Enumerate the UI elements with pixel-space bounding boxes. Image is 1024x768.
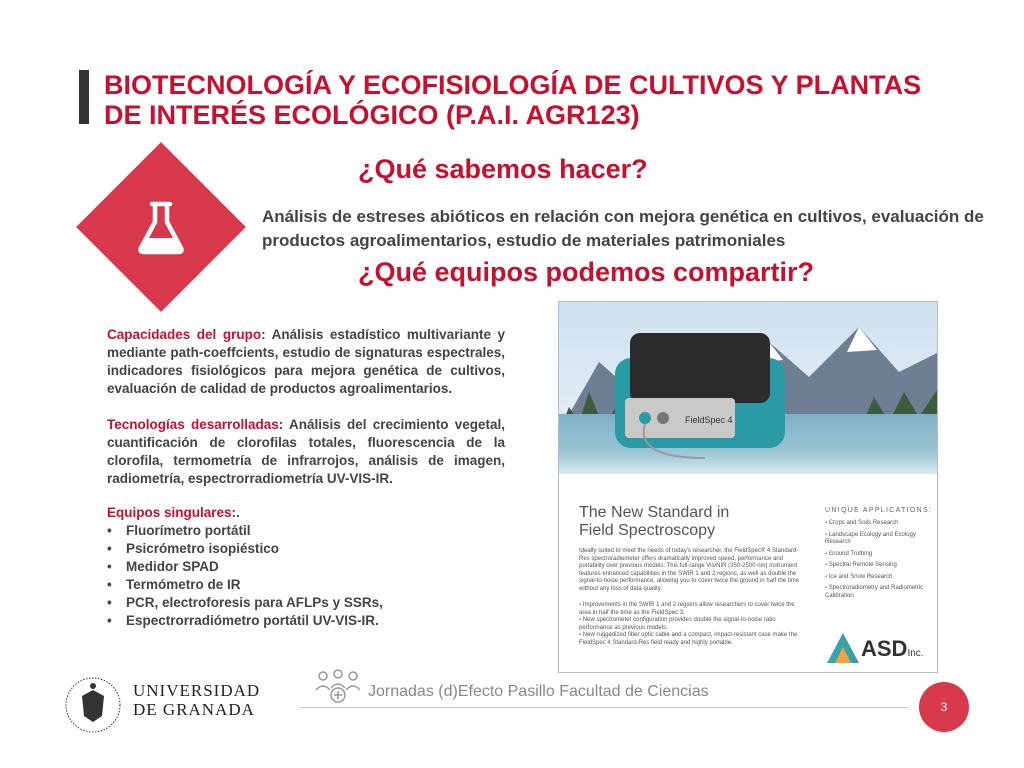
brochure-title [579, 504, 799, 540]
list-item: • Psicrómetro isopiéstico [107, 540, 505, 558]
equipos-suffix: . [236, 505, 240, 520]
equipos-label: Equipos singulares: [107, 505, 237, 520]
page-title [104, 70, 1004, 130]
list-item: • Fluorímetro portátil [107, 522, 505, 540]
title-line-1: BIOTECNOLOGÍA Y ECOFISIOLOGÍA DE CULTIVOS Y PLANTAS [104, 70, 922, 100]
fieldspec-brochure-image [558, 301, 938, 673]
brochure-title-line-1: The New Standard in [579, 504, 730, 521]
brochure-bullets [579, 602, 804, 647]
brochure-apps-list [825, 520, 935, 604]
list-item: ▪ Spectral Remote Sensing [825, 562, 935, 570]
capacidades-text: : Análisis estadístico multivariante y mediante path-coeffcients, estudio de signaturas espectrales, indicadores fisiológicos para mejora genética de cultivos, evaluación de calidad de productos agroalimentarios. [107, 327, 505, 396]
know-heading: ¿Qué sabemos hacer? [358, 154, 648, 184]
list-item: ▪ Improvements in the SWIR 1 and 2 regions allow researchers to cover twice the area in half the time as the FieldSpec 3. [579, 602, 804, 617]
list-item: • Medidor SPAD [107, 558, 505, 576]
brochure-title-line-2: Field Spectroscopy [579, 522, 716, 539]
asd-brand-suffix: Inc. [907, 648, 924, 659]
capabilities-column [107, 326, 505, 630]
asd-brand [861, 636, 924, 662]
share-heading: ¿Qué equipos podemos compartir? [358, 257, 815, 287]
list-item: ▪ Ice and Snow Research [825, 574, 935, 582]
university-name [133, 681, 260, 719]
list-item: ▪ Spectroradiometry and Radiometric Calibration [825, 585, 935, 600]
footer-divider [300, 707, 908, 708]
equipos-block [107, 504, 505, 630]
list-item: ▪ New ruggedized fiber optic cable and a compact, impact-resistant case make the FieldSpec 4 Standard-Res field ready and highly portable. [579, 632, 804, 647]
list-item: • PCR, electroforesis para AFLPs y SSRs, [107, 594, 505, 612]
capacidades-paragraph [107, 326, 505, 398]
page-number-badge: 3 [919, 682, 969, 732]
asd-brand-name: ASD [861, 636, 908, 661]
tecnologias-text: Análisis del crecimiento vegetal, cuantificación de clorofilas totales, fluorescencia de la clorofila, termometría de infrarrojos, análisis de imagen, radiometría, espectrorradiometría UV-VIS-IR. [107, 417, 505, 486]
list-item: ▪ Landscape Ecology and Ecology Research [825, 532, 935, 547]
spectroradiometer-device-icon [595, 328, 795, 463]
list-item: ▪ Crops and Soils Research [825, 520, 935, 528]
flask-icon [126, 192, 196, 262]
university-seal-icon [64, 676, 122, 734]
capacidades-label: Capacidades del grupo [107, 327, 262, 342]
tecnologias-paragraph [107, 416, 505, 488]
list-item: ▪ New spectrometer configuration provides double the signal-to-noise ratio performance as previous models. [579, 617, 804, 632]
title-accent-bar [79, 70, 89, 124]
know-text: Análisis de estreses abióticos en relación con mejora genética en cultivos, evaluación de productos agroalimentarios, estudio de materiales patrimoniales [262, 207, 984, 250]
brochure-body: Ideally suited to meet the needs of today's researcher, the FieldSpec® 4 Standard-Res spectroradiometer offers dramatically improved speed, performance and portability over previous models. This full-range Vis/NIR (350-2500 nm) instrument features enhanced capabilities in the SWIR 1 and 2 regions, as well as double the signal-to-noise performance, allowing you to cover twice the ground in half the time without any loss of data quality. [579, 548, 800, 592]
tecnologias-label: Tecnologías desarrolladas: [107, 417, 284, 432]
brochure-apps-heading: UNIQUE APPLICATIONS: [825, 507, 933, 514]
title-line-2: DE INTERÉS ECOLÓGICO (P.A.I. AGR123) [104, 100, 640, 130]
footer-text: Jornadas (d)Efecto Pasillo Facultad de Ciencias [368, 683, 709, 700]
university-line-2: DE GRANADA [133, 700, 255, 719]
flask-diamond-badge [76, 142, 246, 312]
list-item: • Espectrorradiómetro portátil UV-VIS-IR. [107, 612, 505, 630]
list-item: ▪ Ground Truthing [825, 551, 935, 559]
people-add-icon [313, 668, 363, 704]
equipos-list [107, 522, 505, 630]
list-item: • Termómetro de IR [107, 576, 505, 594]
device-label: FieldSpec 4 [685, 415, 733, 425]
university-line-1: UNIVERSIDAD [133, 681, 261, 700]
